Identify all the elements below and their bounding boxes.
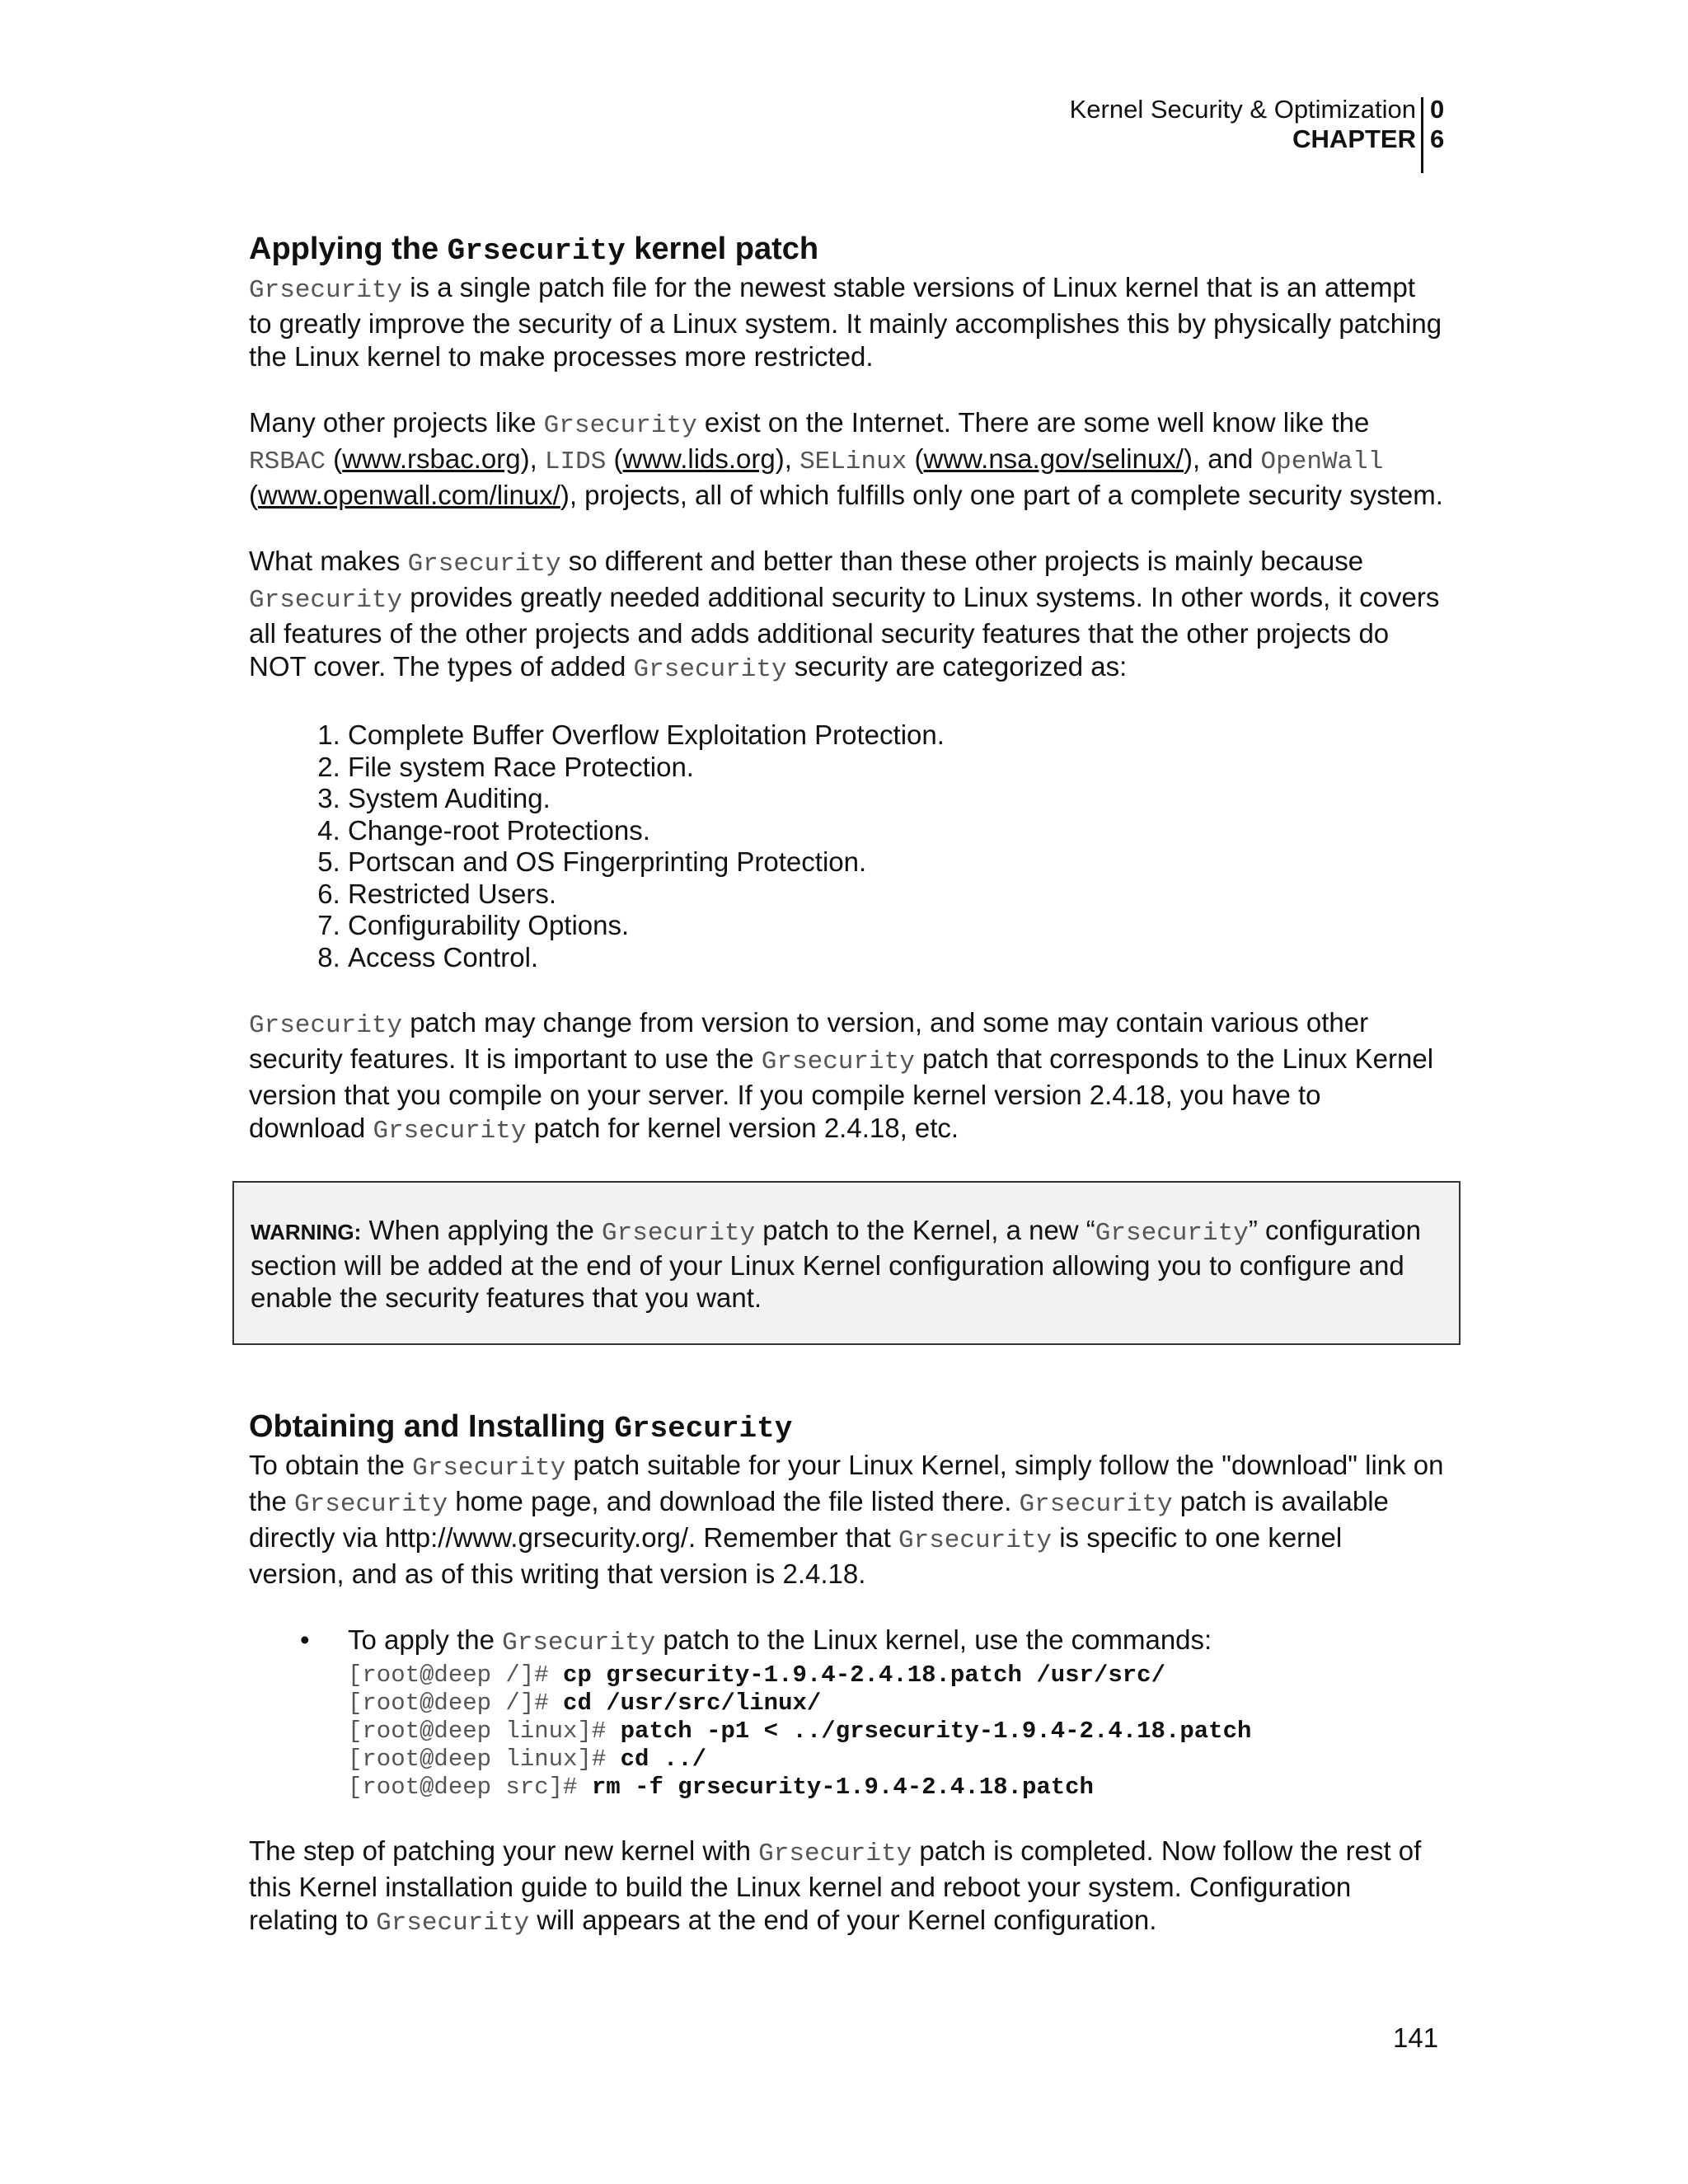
list-item: 7. Configurability Options. bbox=[348, 910, 1444, 942]
command-line: [root@deep src]# rm -f grsecurity-1.9.4-2.4.18.patch bbox=[348, 1774, 1094, 1801]
command-block bbox=[348, 1661, 1444, 1802]
paragraph-what-makes: What makes Grsecurity so different and better than these other projects is mainly because Grsecurity provides greatly needed additional security to Linux systems. In other words, it covers all features of the other projects and adds additional security features that the other projects do NOT cover. The types of added Grsecurity security are categorized as: bbox=[249, 546, 1440, 684]
paragraph-intro: Grsecurity is a single patch file for the newest stable versions of Linux kernel that is an attempt to greatly improve the security of a Linux system. It mainly accomplishes this by physically patching the Linux kernel to make processes more restricted. bbox=[249, 272, 1442, 372]
security-categories-list bbox=[249, 719, 1444, 973]
paragraph-completed: The step of patching your new kernel with Grsecurity patch is completed. Now follow the rest of this Kernel installation guide to build the Linux kernel and reboot your system. Configuration relating to Grsecurity will appears at the end of your Kernel configuration. bbox=[249, 1835, 1422, 1938]
link-lids[interactable]: www.lids.org bbox=[622, 443, 776, 474]
link-openwall[interactable]: www.openwall.com/linux/ bbox=[258, 480, 560, 510]
list-item: 5. Portscan and OS Fingerprinting Protection. bbox=[348, 846, 1444, 879]
warning-label: WARNING: bbox=[251, 1220, 362, 1244]
section-heading-obtaining: Obtaining and Installing Grsecurity bbox=[249, 1409, 793, 1446]
page-number: 141 bbox=[1393, 2022, 1439, 2053]
running-header bbox=[1070, 95, 1416, 154]
bullet-icon: • bbox=[300, 1624, 310, 1655]
command-line: [root@deep /]# cp grsecurity-1.9.4-2.4.18.patch /usr/src/ bbox=[348, 1661, 1165, 1689]
link-selinux[interactable]: www.nsa.gov/selinux/ bbox=[923, 443, 1184, 474]
list-item: 8. Access Control. bbox=[348, 942, 1444, 974]
command-line: [root@deep /]# cd /usr/src/linux/ bbox=[348, 1690, 822, 1717]
chapter-number-digit-2: 6 bbox=[1430, 124, 1445, 153]
list-item: 4. Change-root Protections. bbox=[348, 815, 1444, 847]
warning-box: WARNING: When applying the Grsecurity patch to the Kernel, a new “Grsecurity” configuration section will be added at the end of your Linux Kernel configuration allowing you to configure and enable the security features that you want. bbox=[232, 1181, 1461, 1345]
chapter-number bbox=[1430, 95, 1444, 154]
list-item: 6. Restricted Users. bbox=[348, 879, 1444, 911]
apply-steps-list bbox=[249, 1624, 1444, 1802]
list-item: 1. Complete Buffer Overflow Exploitation Protection. bbox=[348, 719, 1444, 752]
header-chapter-label: CHAPTER bbox=[1292, 124, 1416, 153]
section-heading-applying: Applying the Grsecurity kernel patch bbox=[249, 232, 819, 268]
page-content bbox=[249, 229, 1444, 1973]
command-line: [root@deep linux]# cd ../ bbox=[348, 1746, 707, 1773]
link-rsbac[interactable]: www.rsbac.org bbox=[342, 443, 521, 474]
header-divider bbox=[1421, 97, 1423, 173]
paragraph-version-note: Grsecurity patch may change from version to version, and some may contain various other security features. It is important to use the Grsecurity patch that corresponds to the Linux Kernel version that you compile on your server. If you compile kernel version 2.4.18, you have to download Grsecurity patch for kernel version 2.4.18, etc. bbox=[249, 1007, 1434, 1146]
chapter-number-digit-1: 0 bbox=[1430, 95, 1445, 124]
header-title: Kernel Security & Optimization bbox=[1069, 95, 1416, 124]
command-line: [root@deep linux]# patch -p1 < ../grsecurity-1.9.4-2.4.18.patch bbox=[348, 1718, 1252, 1745]
list-item: 2. File system Race Protection. bbox=[348, 752, 1444, 784]
paragraph-obtain: To obtain the Grsecurity patch suitable for your Linux Kernel, simply follow the "download" link on the Grsecurity home page, and download the file listed there. Grsecurity patch is available directly via http://www.grsecurity.org/. Remember that Grsecurity is specific to one kernel version, and as of this writing that version is 2.4.18. bbox=[249, 1450, 1444, 1589]
list-item: • To apply the Grsecurity patch to the Linux kernel, use the commands: [root@deep /]# cp grsecurity-1.9.4-2.4.18.patch /usr/src/ [root@deep /]# cd /usr/src/linux/ [root@deep linux]# patch -p1 < ../grsecurity-1.9.4-2.4.18.patch [root@deep linux]# cd ../ [root@deep src]# rm -f grsecurity-1.9.4-2.4.18.patch bbox=[249, 1624, 1444, 1802]
list-item: 3. System Auditing. bbox=[348, 783, 1444, 815]
paragraph-other-projects: Many other projects like Grsecurity exist on the Internet. There are some well know like the RSBAC (www.rsbac.org), LIDS (www.lids.org), SELinux (www.nsa.gov/selinux/), and OpenWall (www.openwall.com/linux/), projects, all of which fulfills only one part of a complete security system. bbox=[249, 407, 1443, 510]
